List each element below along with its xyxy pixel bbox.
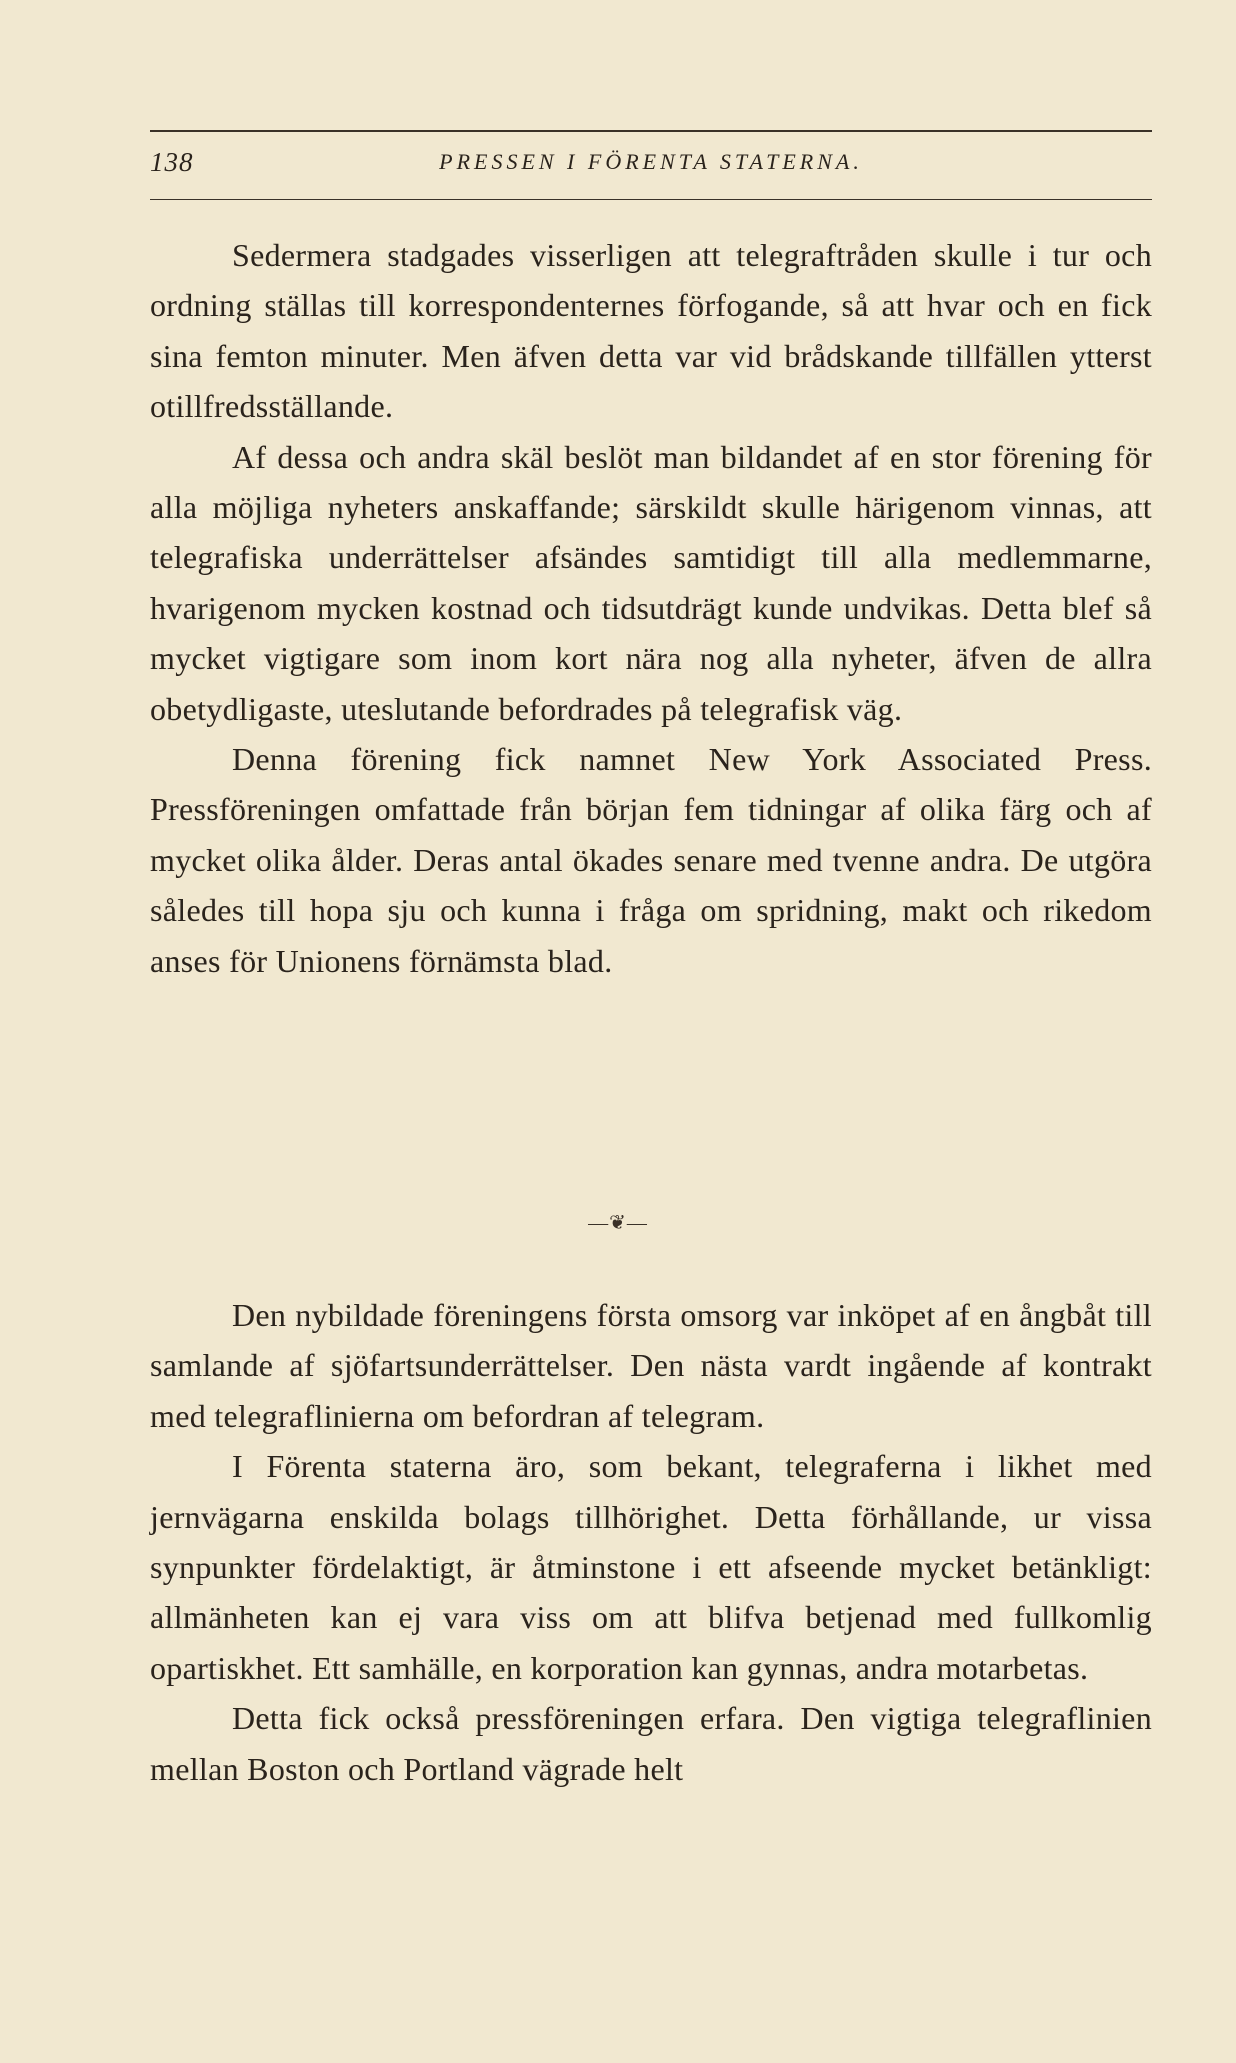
paragraph: Af dessa och andra skäl beslöt man bildandet af en stor förening för alla möjliga nyheters anskaffande; särskildt skulle härigenom vinnas, att telegrafiska underrättelser afsändes samtidigt till alla medlemmarne, hvarigenom mycken kostnad och tidsutdrägt kunde undvikas. Detta blef så mycket vigtigare som inom kort nära nog alla nyheter, äfven de allra obetydligaste, uteslutande befordrades på telegrafisk väg. xyxy=(150,438,1152,727)
running-title: PRESSEN I FÖRENTA STATERNA. xyxy=(439,149,863,174)
page-number: 138 xyxy=(150,147,194,177)
paragraph: Denna förening fick namnet New York Associated Press. Pressföreningen omfattade från början fem tidningar af olika färg och af mycket olika ålder. Deras antal ökades senare med tvenne andra. De utgöra således till hopa sju och kunna i fråga om spridning, makt och rikedom anses för Unionens förnämsta blad. xyxy=(150,741,1152,979)
header-top-rule xyxy=(150,130,1152,132)
text-section-1 xyxy=(150,230,1152,986)
paragraph: Sedermera stadgades visserligen att telegraftråden skulle i tur och ordning ställas till korrespondenternes förfogande, så att hvar och en fick sina femton minuter. Men äfven detta var vid brådskande tillfällen ytterst otillfredsställande. xyxy=(150,237,1152,425)
header-bottom-rule xyxy=(150,199,1152,200)
text-section-2 xyxy=(150,1290,1152,1794)
section-ornament: —❦— xyxy=(588,1212,648,1234)
page-header xyxy=(150,147,1152,187)
paragraph: Detta fick också pressföreningen erfara. Den vigtiga telegraflinien mellan Boston och Portland vägrade helt xyxy=(150,1700,1152,1787)
paragraph: I Förenta staterna äro, som bekant, telegraferna i likhet med jernvägarna enskilda bolags tillhörighet. Detta förhållande, ur vissa synpunkter fördelaktigt, är åtminstone i ett afseende mycket betänkligt: allmänheten kan ej vara viss om att blifva betjenad med fullkomlig opartiskhet. Ett samhälle, en korporation kan gynnas, andra motarbetas. xyxy=(150,1448,1152,1686)
paragraph: Den nybildade föreningens första omsorg var inköpet af en ångbåt till samlande af sjöfartsunderrättelser. Den nästa vardt ingående af kontrakt med telegraflinierna om befordran af telegram. xyxy=(150,1297,1152,1434)
